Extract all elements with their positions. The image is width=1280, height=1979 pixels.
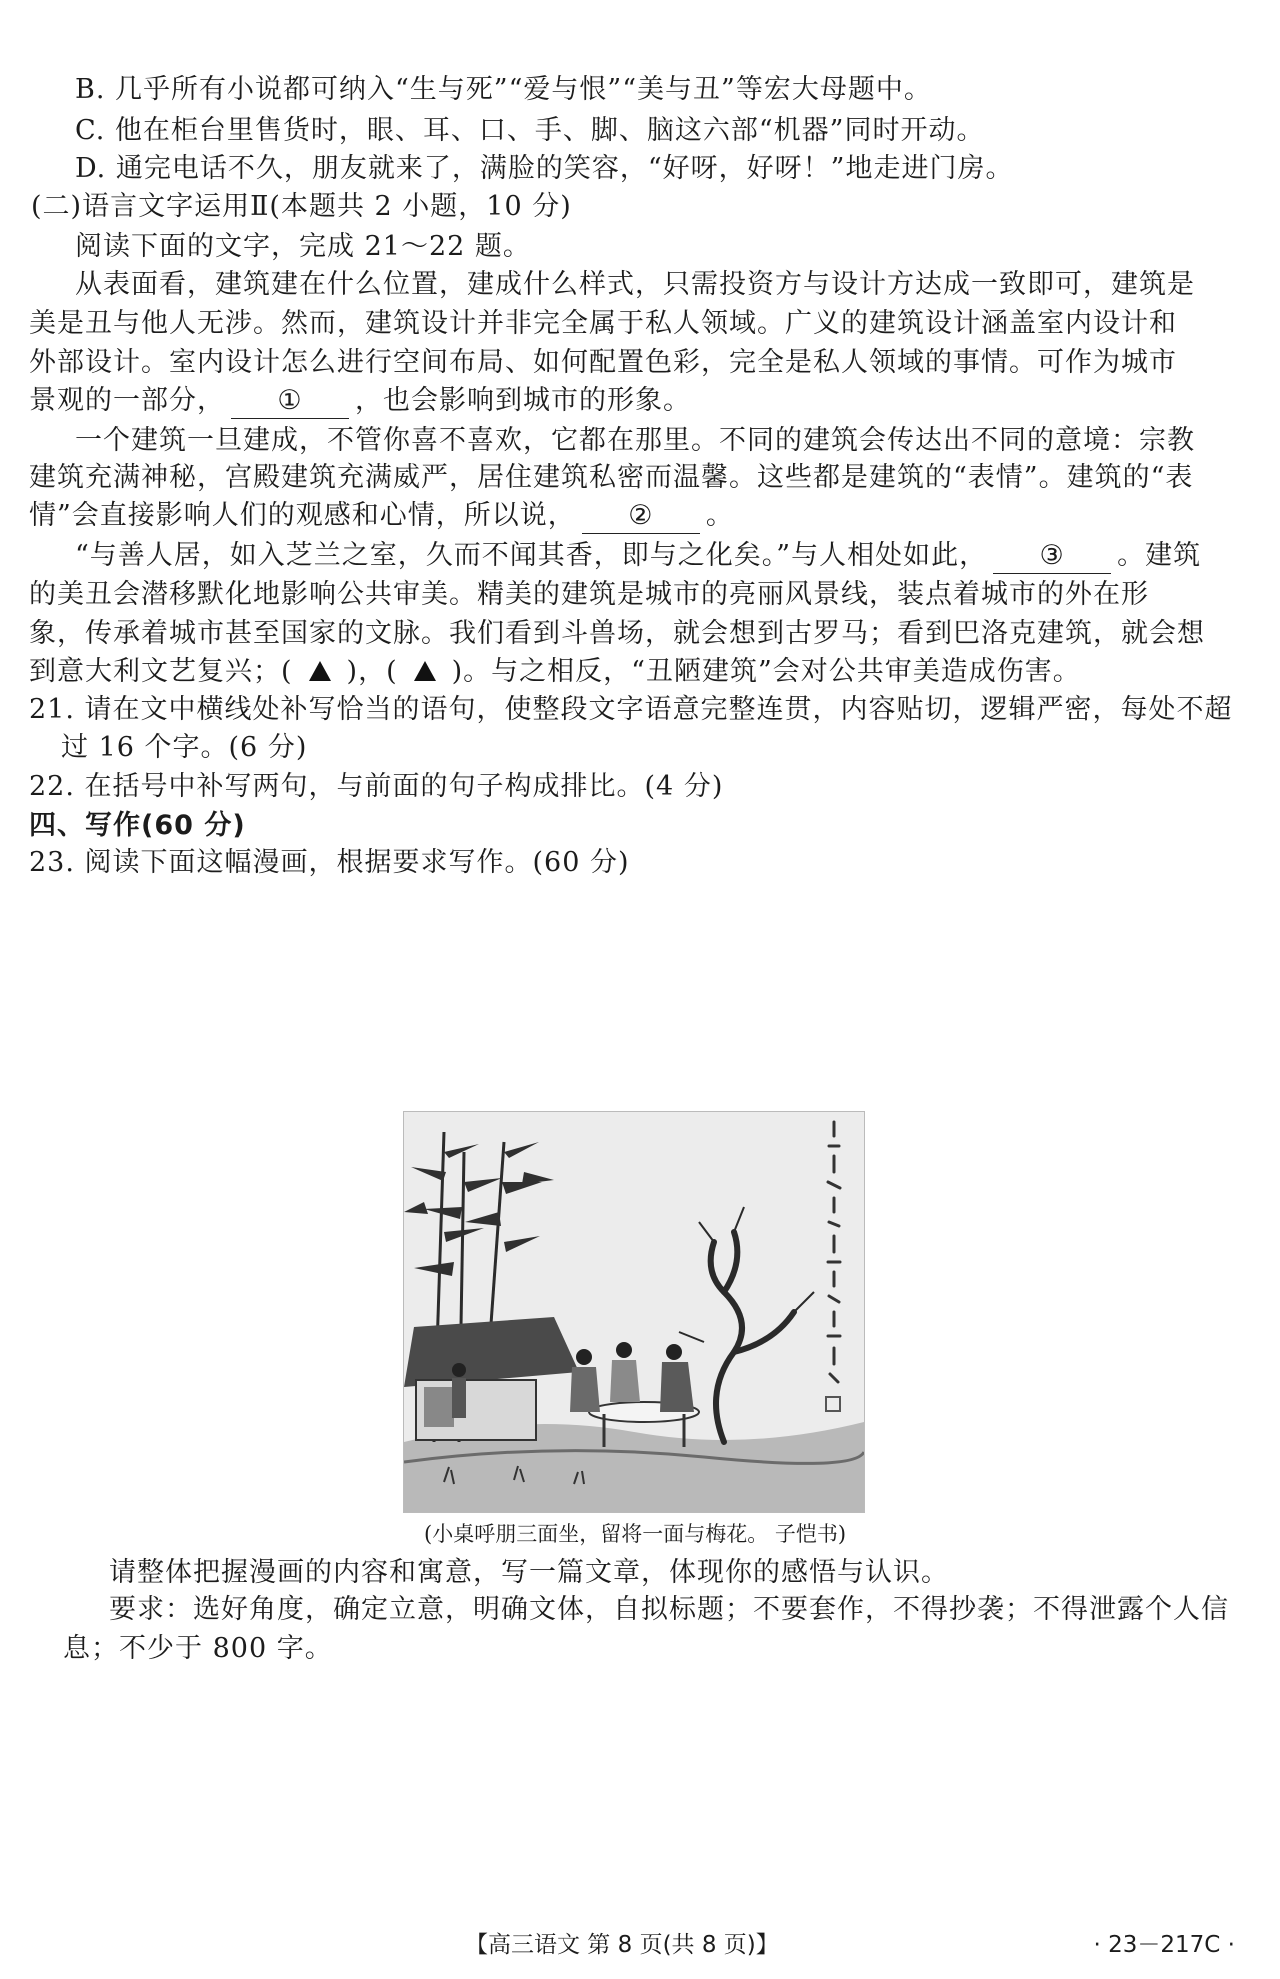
passage-text: 。 [705, 500, 734, 531]
passage-line [29, 496, 734, 536]
passage-line: 一个建筑一旦建成，不管你喜不喜欢，它都在那里。不同的建筑会传达出不同的意境：宗教 [75, 425, 1195, 456]
passage-text: “与善人居，如入芝兰之室，久而不闻其香，即与之化矣。”与人相处如此， [75, 540, 988, 571]
passage-text: 到意大利文艺复兴；( [29, 656, 293, 687]
cartoon-caption: (小桌呼朋三面坐，留将一面与梅花。 子恺书) [424, 1522, 847, 1546]
writing-requirements: 要求：选好角度，确定立意，明确文体，自拟标题；不要套作，不得抄袭；不得泄露个人信 [109, 1594, 1229, 1625]
writing-requirements-cont: 息；不少于 800 字。 [63, 1633, 333, 1664]
passage-line [75, 536, 1201, 576]
option-b: B. 几乎所有小说都可纳入“生与死”“爱与恨”“美与丑”等宏大母题中。 [75, 74, 932, 105]
passage-line [29, 381, 691, 421]
passage-text: 情”会直接影响人们的观感和心情，所以说， [29, 500, 576, 531]
writing-task: 请整体把握漫画的内容和寓意，写一篇文章，体现你的感悟与认识。 [109, 1557, 949, 1588]
option-c: C. 他在柜台里售货时，眼、耳、口、手、脚、脑这六部“机器”同时开动。 [75, 115, 985, 146]
writing-heading: 四、写作(60 分) [29, 810, 246, 841]
question-21-cont: 过 16 个字。(6 分) [61, 732, 308, 763]
section-instruction: 阅读下面的文字，完成 21～22 题。 [75, 231, 531, 262]
page-footer: 【高三语文 第 8 页(共 8 页)】 [465, 1932, 779, 1958]
option-d: D. 通完电话不久，朋友就来了，满脸的笑容，“好呀，好呀！”地走进门房。 [75, 153, 1014, 184]
passage-line [29, 652, 1081, 692]
section-heading: (二)语言文字运用Ⅱ(本题共 2 小题，10 分) [31, 191, 572, 222]
blank-3[interactable]: ③ [993, 539, 1111, 574]
blank-1[interactable]: ① [231, 384, 349, 419]
question-22: 22. 在括号中补写两句，与前面的句子构成排比。(4 分) [29, 771, 724, 802]
triangle-marker [414, 661, 436, 681]
cartoon-drawing [404, 1112, 864, 1512]
passage-text: 景观的一部分， [29, 385, 225, 416]
paper-code: · 23－217C · [1093, 1932, 1235, 1958]
passage-line: 象，传承着城市甚至国家的文脉。我们看到斗兽场，就会想到古罗马；看到巴洛克建筑，就会想 [29, 618, 1205, 649]
blank-2[interactable]: ② [582, 499, 700, 534]
passage-line: 从表面看，建筑建在什么位置，建成什么样式，只需投资方与设计方达成一致即可，建筑是 [75, 269, 1195, 300]
cartoon-image [403, 1111, 865, 1513]
triangle-marker [309, 661, 331, 681]
question-21: 21. 请在文中横线处补写恰当的语句，使整段文字语意完整连贯，内容贴切，逻辑严密，每处不超 [29, 694, 1233, 725]
passage-line: 外部设计。室内设计怎么进行空间布局、如何配置色彩，完全是私人领域的事情。可作为城市 [29, 347, 1177, 378]
passage-text: )，( [346, 656, 398, 687]
passage-line: 的美丑会潜移默化地影响公共审美。精美的建筑是城市的亮丽风景线，装点着城市的外在形 [29, 579, 1149, 610]
passage-line: 美是丑与他人无涉。然而，建筑设计并非完全属于私人领域。广义的建筑设计涵盖室内设计和 [29, 308, 1177, 339]
passage-text: 。建筑 [1117, 540, 1202, 571]
question-23: 23. 阅读下面这幅漫画，根据要求写作。(60 分) [29, 847, 630, 878]
passage-line: 建筑充满神秘，宫殿建筑充满威严，居住建筑私密而温馨。这些都是建筑的“表情”。建筑的“表 [29, 462, 1194, 493]
passage-text: ，也会影响到城市的形象。 [355, 385, 691, 416]
passage-text: )。与之相反，“丑陋建筑”会对公共审美造成伤害。 [451, 656, 1081, 687]
